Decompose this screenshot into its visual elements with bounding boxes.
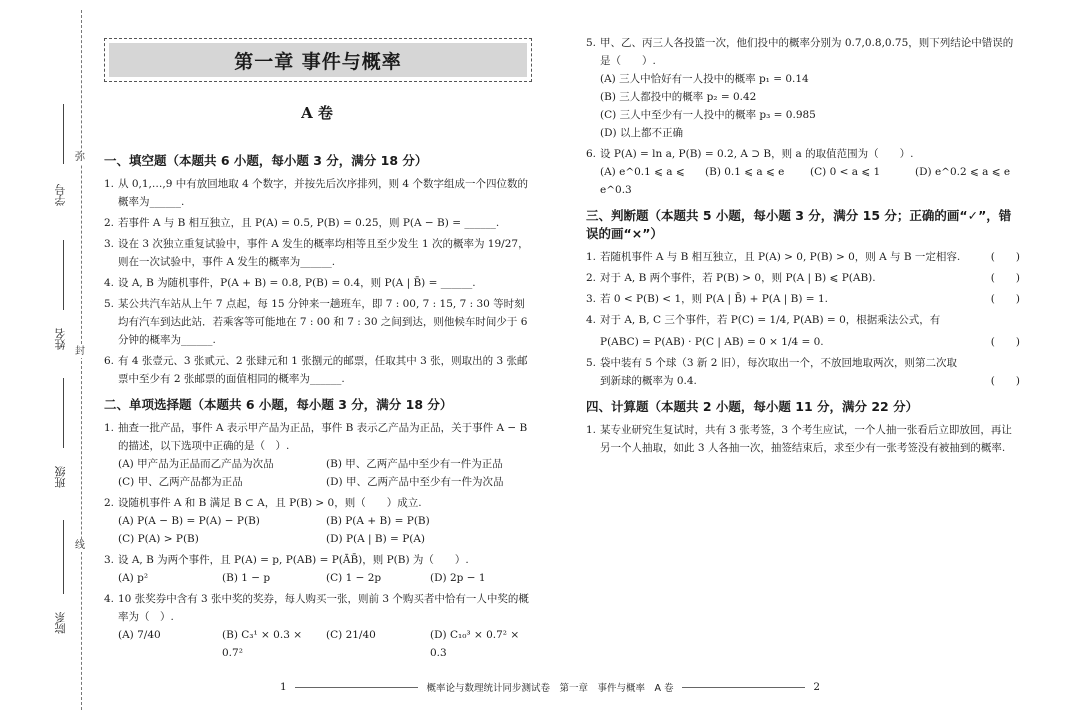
answer-paren: ( ) bbox=[990, 375, 1020, 387]
page-footer bbox=[280, 680, 820, 694]
student-id-label: 学号 bbox=[54, 184, 67, 206]
option-a: (A) 三人中恰好有一人投中的概率 p₁ = 0.14 bbox=[600, 73, 809, 85]
answer-paren: ( ) bbox=[990, 272, 1020, 284]
chapter-title: 第一章 事件与概率 bbox=[109, 43, 527, 77]
volume-label: A 卷 bbox=[301, 104, 333, 122]
option-c: (C) 1 − 2p bbox=[326, 572, 382, 584]
judge-q1: 1. 若随机事件 A 与 B 相互独立，且 P(A) > 0, P(B) > 0，则 A 与 B 一定相容. ( ) bbox=[586, 248, 1020, 266]
option-c: (C) 0 < a ⩽ 1 bbox=[810, 166, 881, 178]
option-b: (B) 甲、乙两产品中至少有一件为正品 bbox=[326, 458, 503, 470]
seal-mark-1: 弥 bbox=[75, 152, 85, 163]
option-c: (C) 甲、乙两产品都为正品 bbox=[118, 476, 243, 488]
left-page-number: 1 bbox=[280, 681, 287, 693]
binding-cut-line bbox=[81, 10, 82, 710]
footer-rule-right bbox=[682, 687, 806, 688]
judge-q3: 3. 若 0 < P(B) < 1，则 P(A | B̄) + P(A | B) = 1. ( ) bbox=[586, 290, 1020, 308]
section-fill-in-title: 一、填空题（本题共 6 小题，每小题 3 分，满分 18 分） bbox=[104, 153, 428, 168]
choice-q4: 4. 10 张奖券中含有 3 张中奖的奖券，每人购买一张，则前 3 个购买者中恰有一人中奖的概率为（ ）. (A) 7/40 (B) C₃¹ × 0.3 × 0.7² (C) 21/40 (D) C₁₀³ × 0.7² × 0.3 bbox=[104, 590, 534, 662]
choice-q2: 2. 设随机事件 A 和 B 满足 B ⊂ A，且 P(B) > 0，则（ ）成立. (A) P(A − B) = P(A) − P(B) (B) P(A + B) = P(B) (C) P(A) > P(B) (D) P(A | B) = P(A) bbox=[104, 494, 534, 548]
name-underline bbox=[63, 240, 64, 310]
section-judge-title: 三、判断题（本题共 5 小题，每小题 3 分，满分 15 分；正确的画“✓”，错误的画“×”） bbox=[586, 208, 1012, 241]
option-a: (A) 甲产品为正品而乙产品为次品 bbox=[118, 458, 274, 470]
option-b: (B) C₃¹ × 0.3 × 0.7² bbox=[222, 629, 303, 659]
judge-q5: 5. 袋中装有 5 个球（3 新 2 旧），每次取出一个，不放回地取两次，则第二次取到新球的概率为 0.4. ( ) bbox=[586, 354, 1020, 390]
judge-q2: 2. 对于 A, B 两个事件，若 P(B) > 0，则 P(A | B) ⩽ P(AB). ( ) bbox=[586, 269, 1020, 287]
right-column bbox=[586, 34, 1020, 460]
class-underline bbox=[63, 378, 64, 448]
option-d: (D) C₁₀³ × 0.7² × 0.3 bbox=[430, 629, 520, 659]
department-underline bbox=[63, 520, 64, 594]
option-c: (C) P(A) > P(B) bbox=[118, 533, 199, 545]
choice-q3: 3. 设 A, B 为两个事件，且 P(A) = p, P(AB) = P(ĀB̄)，则 P(B) 为（ ）. (A) p² (B) 1 − p (C) 1 − 2p (D) 2p − 1 bbox=[104, 551, 534, 587]
department-label: 院系 bbox=[54, 612, 67, 634]
judge-q4: 4. 对于 A, B, C 三个事件，若 P(C) = 1/4, P(AB) = 0，根据乘法公式，有 P(ABC) = P(AB) · P(C | AB) = 0 × 1/4 = 0. ( ) bbox=[586, 311, 1020, 351]
calc-q1: 1. 某专业研究生复试时，共有 3 张考签，3 个考生应试，一个人抽一张看后立即放回，再让另一个人抽取，如此 3 人各抽一次，抽签结束后，求至少有一张考签没有被抽到的概率. bbox=[586, 424, 1012, 454]
student-id-underline bbox=[63, 104, 64, 164]
fill-q3: 3. 设在 3 次独立重复试验中，事件 A 发生的概率均相等且至少发生 1 次的概率为 19/27，则在一次试验中，事件 A 发生的概率为______. bbox=[104, 238, 529, 268]
option-b: (B) 三人都投中的概率 p₂ = 0.42 bbox=[600, 91, 757, 103]
option-c: (C) 21/40 bbox=[326, 629, 376, 641]
section-choice-title: 二、单项选择题（本题共 6 小题，每小题 3 分，满分 18 分） bbox=[104, 397, 453, 412]
fill-q2: 2. 若事件 A 与 B 相互独立，且 P(A) = 0.5, P(B) = 0.25，则 P(A − B) = ______. bbox=[104, 217, 500, 229]
fill-q4: 4. 设 A, B 为随机事件，P(A + B) = 0.8, P(B) = 0.4，则 P(A | B̄) = ______. bbox=[104, 277, 476, 289]
choice-q1: 1. 抽查一批产品，事件 A 表示甲产品为正品，事件 B 表示乙产品为正品，关于事件 A − B 的描述，以下选项中正确的是（ ）. (A) 甲产品为正品而乙产品为次品 (B) 甲、乙两产品中至少有一件为正品 (C) 甲、乙两产品都为正品 (D) 甲、乙两产品中至少有一件为次品 bbox=[104, 419, 534, 491]
option-d: (D) e^0.2 ⩽ a ⩽ e bbox=[915, 166, 1011, 178]
option-d: (D) P(A | B) = P(A) bbox=[326, 533, 426, 545]
fill-q6: 6. 有 4 张壹元、3 张贰元、2 张肆元和 1 张捌元的邮票，任取其中 3 张，则取出的 3 张邮票中至少有 2 张邮票的面值相同的概率为______. bbox=[104, 355, 528, 385]
choice-q6: 6. 设 P(A) = ln a, P(B) = 0.2, A ⊃ B，则 a 的取值范围为（ ）. (A) e^0.1 ⩽ a ⩽ e^0.3 (B) 0.1 ⩽ a ⩽ e (C) 0 < a ⩽ 1 (D) e^0.2 ⩽ a ⩽ e bbox=[586, 145, 1020, 199]
seal-mark-2: 封 bbox=[75, 346, 85, 357]
option-a: (A) 7/40 bbox=[118, 629, 161, 641]
footer-rule-left bbox=[295, 687, 419, 688]
seal-mark-3: 线 bbox=[75, 540, 85, 551]
fill-q5: 5. 某公共汽车站从上午 7 点起，每 15 分钟来一趟班车，即 7 : 00, 7 : 15, 7 : 30 等时刻均有汽车到达此站．若乘客等可能地在 7 : 00 和 7 : 30 之间到达，则他候车时间少于 6 分钟的概率为______. bbox=[104, 298, 528, 346]
option-a: (A) e^0.1 ⩽ a ⩽ e^0.3 bbox=[600, 166, 685, 196]
option-d: (D) 以上都不正确 bbox=[600, 127, 683, 139]
answer-paren: ( ) bbox=[990, 336, 1020, 348]
answer-paren: ( ) bbox=[990, 293, 1020, 305]
section-calc-title: 四、计算题（本题共 2 小题，每小题 11 分，满分 22 分） bbox=[586, 399, 919, 414]
option-a: (A) p² bbox=[118, 572, 149, 584]
right-page-number: 2 bbox=[813, 681, 820, 693]
option-b: (B) 1 − p bbox=[222, 572, 271, 584]
fill-q1: 1. 从 0,1,…,9 中有放回地取 4 个数字，并按先后次序排列，则 4 个数字组成一个四位数的概率为______. bbox=[104, 178, 528, 208]
option-b: (B) 0.1 ⩽ a ⩽ e bbox=[705, 166, 785, 178]
choice-q5: 5. 甲、乙、丙三人各投篮一次，他们投中的概率分别为 0.7,0.8,0.75，则下列结论中错误的是（ ）. (A) 三人中恰好有一人投中的概率 p₁ = 0.14 (B) 三人都投中的概率 p₂ = 0.42 (C) 三人中至少有一人投中的概率 p₃ = 0.985 (D) 以上都不正确 bbox=[586, 34, 1020, 142]
answer-paren: ( ) bbox=[990, 251, 1020, 263]
left-column bbox=[104, 144, 534, 665]
option-d: (D) 甲、乙两产品中至少有一件为次品 bbox=[326, 476, 504, 488]
footer-text: 概率论与数理统计同步测试卷 第一章 事件与概率 A 卷 bbox=[426, 683, 674, 694]
option-b: (B) P(A + B) = P(B) bbox=[326, 515, 430, 527]
option-c: (C) 三人中至少有一人投中的概率 p₃ = 0.985 bbox=[600, 109, 816, 121]
name-label: 姓名 bbox=[54, 328, 67, 350]
option-a: (A) P(A − B) = P(A) − P(B) bbox=[118, 515, 260, 527]
option-d: (D) 2p − 1 bbox=[430, 572, 486, 584]
chapter-title-box bbox=[104, 38, 532, 82]
class-label: 班级 bbox=[54, 466, 67, 488]
